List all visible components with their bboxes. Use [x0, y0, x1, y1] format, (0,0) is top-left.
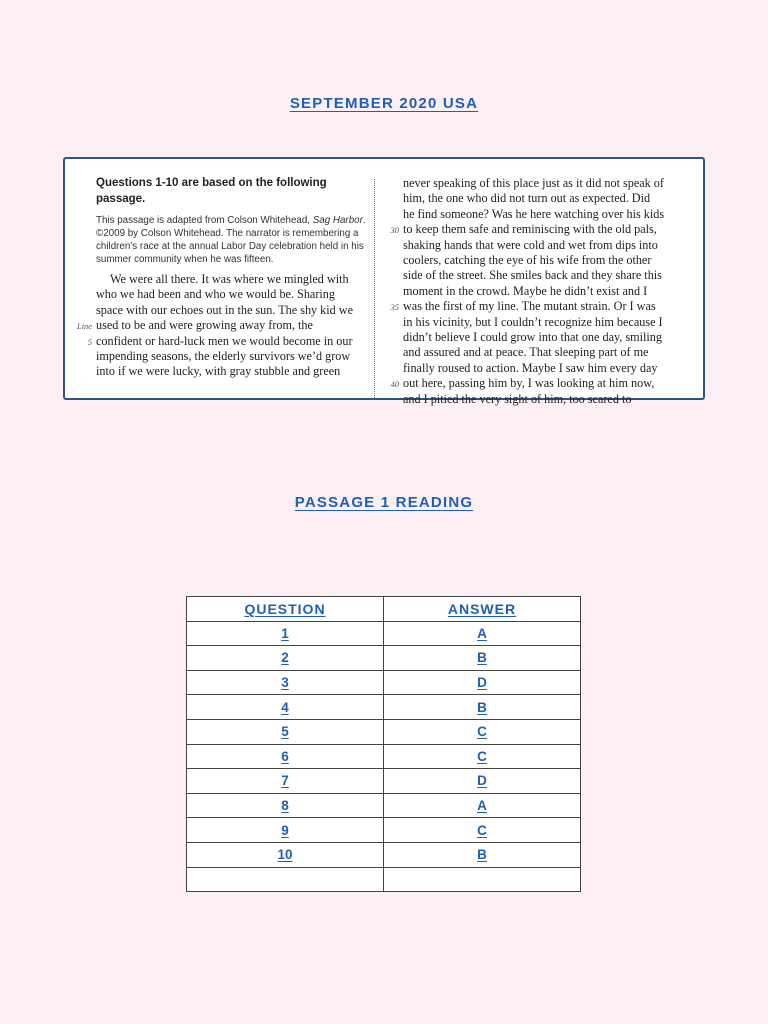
passage-left-column — [76, 175, 366, 380]
answer-cell — [384, 646, 581, 671]
answer-value: B — [477, 699, 487, 715]
question-value: 3 — [281, 675, 289, 691]
passage-left-text — [76, 272, 366, 380]
passage-line-text: impending seasons, the elderly survivors we’d grow — [96, 349, 351, 364]
passage-line — [96, 272, 366, 287]
line-number: 40 — [390, 379, 399, 390]
answer-value: C — [477, 822, 487, 838]
passage-line-text: in his vicinity, but I couldn’t recognize him because I — [403, 314, 663, 329]
passage-heading-line-2: passage. — [96, 193, 146, 205]
passage-line — [403, 361, 693, 376]
passage-line — [390, 376, 693, 391]
passage-line — [403, 315, 693, 330]
answer-cell — [384, 744, 581, 769]
answer-cell — [384, 793, 581, 818]
table-row — [187, 793, 581, 818]
line-number: Line — [76, 321, 92, 332]
question-cell — [187, 769, 384, 794]
question-cell — [187, 793, 384, 818]
question-value: 8 — [281, 798, 289, 814]
answer-cell — [384, 818, 581, 843]
answer-value: A — [477, 625, 487, 641]
answer-cell — [384, 621, 581, 646]
question-cell — [187, 867, 384, 892]
passage-line-text: side of the street. She smiles back and they share this — [403, 268, 662, 283]
passage-line-text: shaking hands that were cold and wet from dips into — [403, 237, 658, 252]
section-title: PASSAGE 1 READING — [294, 494, 474, 511]
question-cell — [187, 695, 384, 720]
passage-line — [96, 287, 366, 302]
table-row — [187, 646, 581, 671]
answer-key-table — [186, 596, 581, 892]
column-divider — [374, 179, 375, 398]
passage-line-text: never speaking of this place just as it did not speak of — [403, 176, 664, 190]
passage-intro — [96, 214, 366, 266]
line-number: 5 — [87, 336, 92, 347]
passage-line-text: used to be and were growing away from, the — [96, 318, 313, 333]
intro-work-title: Sag Harbor — [312, 215, 363, 226]
passage-line — [96, 303, 366, 318]
answer-cell — [384, 695, 581, 720]
passage-line — [87, 333, 366, 349]
answer-column-header: ANSWER — [384, 597, 581, 622]
passage-right-column — [390, 176, 693, 407]
passage-line — [403, 253, 693, 268]
passage-line — [403, 238, 693, 253]
passage-line — [390, 222, 693, 237]
answer-value: B — [477, 650, 487, 666]
question-value: 1 — [281, 625, 289, 641]
question-column-header: QUESTION — [187, 597, 384, 622]
passage-line — [403, 191, 693, 206]
passage-line — [403, 330, 693, 345]
passage-line — [403, 345, 693, 360]
line-number: 30 — [390, 225, 399, 236]
passage-line — [96, 364, 366, 379]
question-value: 6 — [281, 748, 289, 764]
passage-line — [403, 268, 693, 283]
passage-line — [390, 299, 693, 314]
answer-value: D — [477, 773, 487, 789]
table-row — [187, 719, 581, 744]
answer-cell — [384, 719, 581, 744]
question-value: 9 — [281, 822, 289, 838]
passage-line-text: into if we were lucky, with gray stubble and green — [96, 364, 341, 379]
question-cell — [187, 621, 384, 646]
passage-line — [403, 392, 693, 407]
question-cell — [187, 818, 384, 843]
question-value: 5 — [281, 724, 289, 740]
passage-excerpt-image — [63, 157, 705, 406]
answer-cell — [384, 670, 581, 695]
table-row — [187, 867, 581, 892]
passage-line-text: We were all there. It was where we mingled with — [110, 272, 349, 286]
passage-line-text: him, the one who did not turn out as expected. Did — [403, 191, 651, 206]
question-value: 4 — [281, 699, 289, 715]
page-title: SEPTEMBER 2020 USA — [289, 95, 479, 112]
question-value: 7 — [281, 773, 289, 789]
answer-value: A — [477, 798, 487, 814]
table-row — [187, 744, 581, 769]
passage-line-text: confident or hard-luck men we would become in our — [96, 333, 353, 348]
passage-heading-line-1: Questions 1-10 are based on the following — [96, 177, 327, 189]
passage-line — [76, 318, 366, 333]
intro-rest: . ©2009 by Colson Whitehead. The narrator is remembering a children’s race at the annual Labor Day celebration held in his summer community when he was fifteen. — [96, 215, 366, 265]
answer-cell — [384, 842, 581, 867]
question-cell — [187, 719, 384, 744]
passage-line-text: who we had been and who we would be. Sharing — [96, 287, 335, 302]
table-row — [187, 818, 581, 843]
passage-line — [96, 349, 366, 364]
question-cell — [187, 744, 384, 769]
question-value: 2 — [281, 650, 289, 666]
answer-value: D — [477, 675, 487, 691]
intro-lead: This passage is adapted from Colson Whitehead, — [96, 215, 313, 226]
passage-line-text: moment in the crowd. Maybe he didn’t exist and I — [403, 283, 648, 298]
question-cell — [187, 646, 384, 671]
table-header-row — [187, 597, 581, 622]
table-row — [187, 769, 581, 794]
passage-line-text: finally roused to action. Maybe I saw him every day — [403, 360, 658, 375]
passage-line-text: was the first of my line. The mutant strain. Or I was — [403, 299, 656, 314]
answer-value: C — [477, 724, 487, 740]
passage-line-text: and assured and at peace. That sleeping part of me — [403, 345, 649, 360]
table-row — [187, 842, 581, 867]
answer-value: C — [477, 748, 487, 764]
table-row — [187, 670, 581, 695]
passage-line-text: to keep them safe and reminiscing with the old pals, — [403, 222, 657, 237]
passage-line — [403, 176, 693, 191]
question-cell — [187, 842, 384, 867]
passage-line-text: and I pitied the very sight of him, too scared to — [403, 391, 632, 406]
passage-line-text: didn’t believe I could grow into that one day, smiling — [403, 330, 662, 345]
answer-value: B — [477, 847, 487, 863]
passage-line-text: out here, passing him by, I was looking at him now, — [403, 376, 655, 391]
question-cell — [187, 670, 384, 695]
passage-line-text: he find someone? Was he here watching over his kids — [403, 206, 665, 221]
answer-cell — [384, 867, 581, 892]
line-number: 35 — [390, 302, 399, 313]
table-row — [187, 621, 581, 646]
passage-line-text: space with our echoes out in the sun. The shy kid we — [96, 302, 354, 317]
question-value: 10 — [277, 847, 293, 863]
passage-right-text — [390, 176, 693, 407]
passage-heading — [96, 175, 366, 207]
passage-line — [403, 284, 693, 299]
passage-line — [403, 207, 693, 222]
passage-line-text: coolers, catching the eye of his wife from the other — [403, 253, 652, 268]
table-row — [187, 695, 581, 720]
answer-cell — [384, 769, 581, 794]
